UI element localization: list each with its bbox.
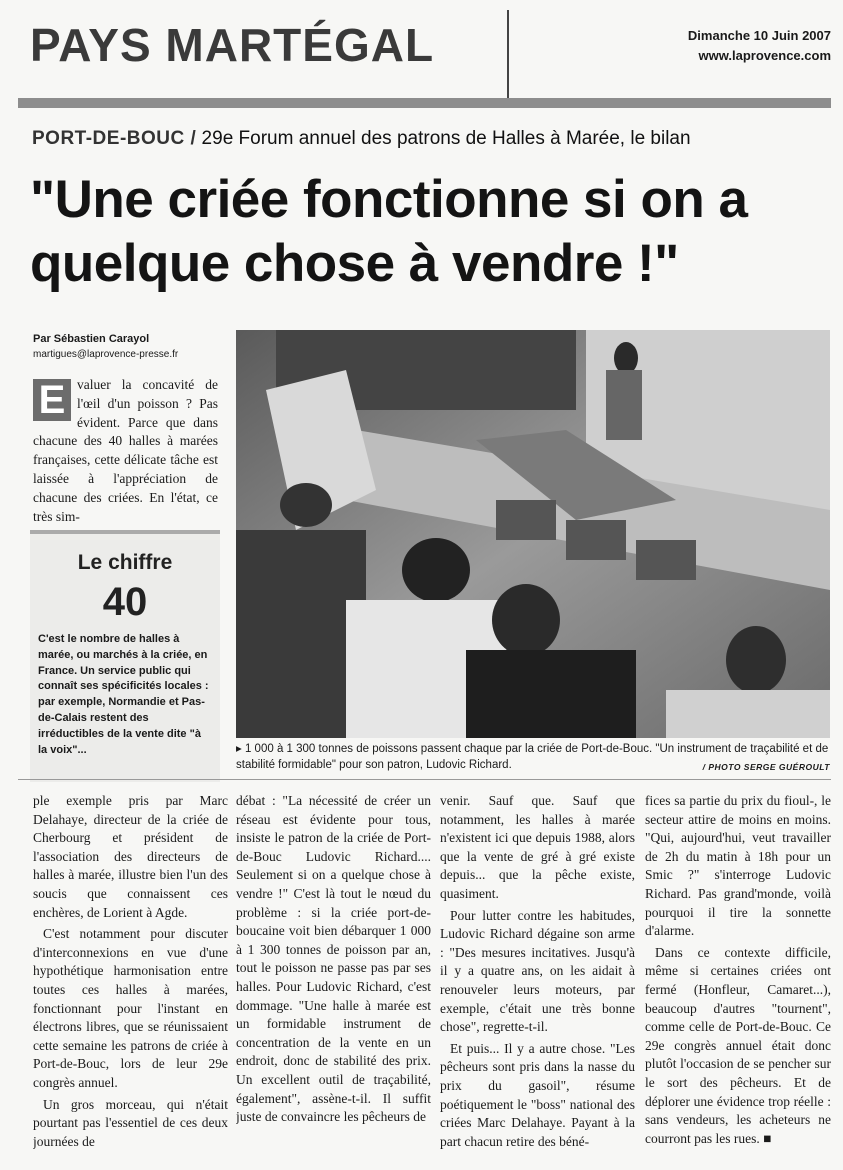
- kicker: [32, 128, 691, 150]
- caption-text: ▸ 1 000 à 1 300 tonnes de poissons passent chaque par la criée de Port-de-Bouc. "Un instrument de traçabilité et de stabilité formidable" pour son patron, Ludovic Richard.: [236, 743, 829, 771]
- header-rule: [18, 98, 831, 108]
- intro-text: valuer la concavité de l'œil d'un poisson ? Pas évident. Parce que dans chacune des 40 halles à marées françaises, cette délicate tâche est laissée à l'appréciation de chacune des criées. En l'état, ce très sim-: [33, 377, 218, 524]
- header-date-block: [688, 26, 831, 66]
- paragraph: Pour lutter contre les habitudes, Ludovic Richard dégaine son arme : "Des mesures incitatives. Jusqu'à il y a quatre ans, on les aidait à renouveler leurs moteurs, par exemple, c'était une très bonne chose", regrette-t-il.: [440, 907, 635, 1035]
- figure-box-number: 40: [102, 580, 148, 624]
- article-photo: [236, 330, 830, 738]
- article-column-1: [33, 792, 228, 1168]
- fish-auction-photo: [236, 330, 830, 738]
- article-column-4: [645, 792, 831, 1168]
- section-title: PAYS MARTÉGAL: [30, 19, 435, 71]
- photo-credit: / PHOTO SERGE GUÉROULT: [702, 762, 830, 772]
- paragraph: ple exemple pris par Marc Delahaye, directeur de la criée de Cherbourg et président de l'association des directeurs de halles à marée, illustre bien l'un des soucis que connaissent ces enchères, de Lorient à Agde.: [33, 793, 228, 920]
- issue-date: Dimanche 10 Juin 2007: [687, 28, 831, 43]
- paragraph: Dans ce contexte difficile, même si certaines criées ont fermé (Honfleur, Camaret...), beaucoup d'autres "tournent", comme celle de Port-de-Bouc. Ce 29e congrès annuel était donc plutôt l'occasion de se pencher sur le sort des pêcheurs. Et de déplorer une évidence trop réelle : sans vendeurs, les acheteurs ne courront pas les rues. ■: [645, 944, 831, 1146]
- intro-paragraph: [33, 376, 218, 526]
- website[interactable]: www.laprovence.com: [698, 48, 831, 63]
- dropcap: E: [33, 379, 71, 421]
- figure-box-text: C'est le nombre de halles à marée, ou marchés à la criée, en France. Un service public qui connaît ses spécificités locales : par exemple, Normandie et Pas-de-Calais restent des irréductibles de la vente dite "à la voix"...: [38, 633, 209, 756]
- kicker-text: 29e Forum annuel des patrons de Halles à Marée, le bilan: [196, 128, 691, 149]
- figure-box-title: Le chiffre: [77, 551, 173, 574]
- paragraph: débat : "La nécessité de créer un réseau est évidente pour tous, insiste le patron de la criée de Port-de-Bouc Ludovic Richard.... Seulement si on a quelque chose à vendre !" C'est là tout le nœud du problème : si la criée port-de-boucaine voit bien débarquer 1 000 à 1 300 tonnes de poisson par an, tout le poisson ne passe pas par ses halles. Pour Ludovic Richard, c'est dommage. "Une halle à marée est un formidable instrument de concentration de la vente en un endroit, donc de stabilité des prix. Un excellent outil de traçabilité, également", assène-t-il. Il suffit juste de convaincre les pêcheurs de: [236, 793, 431, 1125]
- paragraph: fices sa partie du prix du fioul-, le secteur attire de moins en moins. "Qui, aujourd'hui, veut travailler de 2h du matin à 18h pour un Smic ?" s'interroge Ludovic Richard. Pas grand'monde, voilà pourquoi il tire la sonnette d'alarme.: [645, 793, 831, 939]
- header-divider: [507, 10, 509, 98]
- kicker-place: PORT-DE-BOUC /: [32, 128, 197, 149]
- photo-caption: [236, 741, 830, 775]
- paragraph: Un gros morceau, qui n'était pourtant pas l'essentiel de ces deux journées de: [33, 1096, 228, 1149]
- byline: Par Sébastien Carayol: [33, 333, 150, 345]
- author-email[interactable]: martigues@laprovence-presse.fr: [33, 349, 179, 360]
- paragraph: venir. Sauf que. Sauf que notamment, les halles à marée n'existent ici que depuis 1988, alors que la vente de gré à gré existe depuis... que la pêche existe, quasiment.: [440, 793, 635, 901]
- article-column-2: [236, 792, 431, 1168]
- paragraph: C'est notamment pour discuter d'interconnexions en vue d'une hypothétique harmonisation entre toutes ces halles à marées, fonctionnant pour l'instant en électrons libres, que se réunissaient cette semaine les patrons de criée à Port-de-Bouc, lors de leur 29e congrès annuel.: [33, 926, 228, 1090]
- headline: "Une criée fonctionne si on a quelque chose à vendre !": [30, 170, 748, 293]
- columns-rule: [18, 779, 831, 780]
- paragraph: Et puis... Il y a autre chose. "Les pêcheurs sont pris dans la nasse du prix du gasoil", résume poétiquement le "boss" national des criées Marc Delahaye. Payant à la part chacun retire des béné-: [440, 1040, 635, 1149]
- article-column-3: [440, 792, 635, 1168]
